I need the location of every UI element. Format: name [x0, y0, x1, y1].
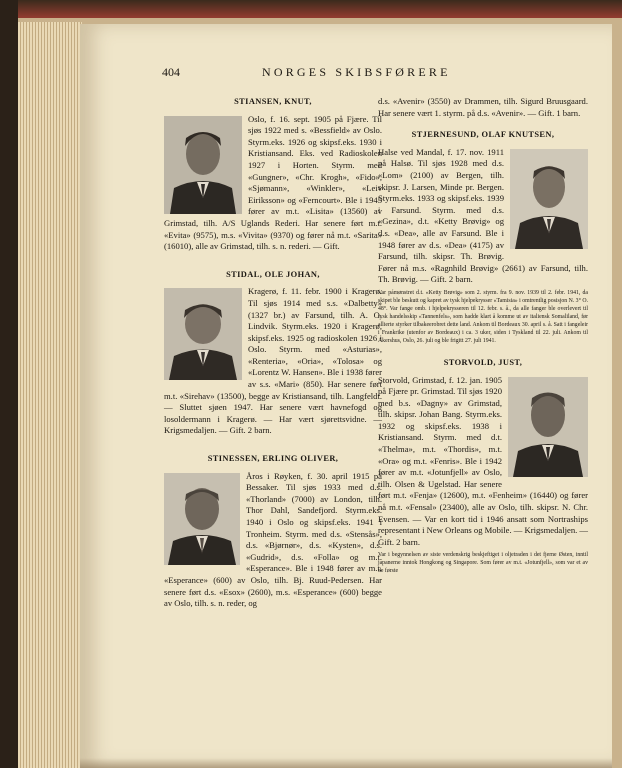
biography-entry — [164, 453, 382, 610]
running-title: NORGES SKIBSFØRERE — [262, 65, 451, 79]
portrait-photo — [508, 377, 588, 477]
entry-name: STJERNESUND, OLAF KNUTSEN, — [411, 130, 555, 140]
portrait-photo — [510, 149, 588, 249]
entry-text: Åros i Røyken, f. 30. april 1915 på Bessaker. Til sjøs 1933 med d.s. «Thorland» (7000) av London, tilh. Thor Dahl, Sandefjord. Styrm.eks. 1940 i Oslo og skipsf.eks. 1941 i Tronheim. Styrm. med d.s. «Stensås», d.s. «Bjørnør», d.s. «Kysten», d.s. «Gudrid», d.s. «Folla» og m.t. «Esperance». Ble i 1948 fører av m.t. «Esperance» (600) av Oslo, tilh. Bj. Ruud-Pedersen. Har senere ført d.s. «Esox» (2600), m.s. «Esperance» (600) begge av Oslo, tilh. s. n. reder, og — [164, 470, 382, 609]
portrait-photo — [164, 288, 242, 380]
portrait-photo — [164, 473, 240, 565]
biography-entry — [164, 269, 382, 437]
book-page — [80, 24, 612, 768]
page-edges — [18, 22, 82, 768]
biography-entry — [378, 357, 588, 576]
portrait-photo — [164, 116, 242, 214]
entry-name: STORVOLD, JUST, — [443, 357, 523, 367]
entry-text: Kragerø, f. 11. febr. 1900 i Kragerø. Til sjøs 1914 med s.s. «Dalbetty» (1327 br.) av Farsund, tilh. A. O. Lindvik. Styrm.eks. 1920 i Kragerø, skipsf.eks. 1925 og radioskolen 1926 i Oslo. Styrm. med «Asturias», «Renteria», «Oria», «Tolosa» og «Lorentz W. Hansen». Ble i 1938 fører av s.s. «Mari» (850). Har senere ført m.t. «Sirehav» (13500), begge av Kristiansand, tilh. Langfeldt. — Sluttet sjøen 1947. Har senere vært havnefogd og losoldermann i Kragerø. — Har vært sjørettsvidne. — Krigsmedaljen. — Gift. 2 barn. — [164, 286, 382, 436]
entry-name: STINESSEN, ERLING OLIVER, — [207, 454, 339, 464]
entry-note: Var pámønstret d.t. «Ketty Brøvig» som 2. styrm. fra 9. nov. 1939 til 2. febr. 1941, da skipet ble beskutt og kapret av tysk hjelpekrysser «Tamisia» i omtrentlig posisjon N. 3° O. 48°. Var fange omb. i hjelpekrysseren til 12. febr. s. å., da alle fanger ble overlevert til tysk handelsskip «Tannenfels», som hadde klart å komme ut av italiensk Somaliland, før allierte styrker tilbakeerobret dette land. Ankom til Bordeaux 30. april s. å. Satt i fangeleir i Frankrike (utenfor av Bordeaux) i ca. 3 uker, siden i Tyskland til 22. juli. Ankom til Akershus, Oslo, 26. juli og ble frigitt 27. juli 1941. — [378, 289, 588, 344]
continuation-text: d.s. «Avenir» (3550) av Drammen, tilh. Sigurd Bruusgaard. Har senere vært 1. styrm. på d.s. «Avenir». — Gift. 1 barn. — [378, 96, 588, 118]
biography-entry — [378, 129, 588, 345]
entry-name: STIANSEN, KNUT, — [234, 97, 312, 106]
biography-entry — [164, 96, 382, 253]
entry-text: Storvold, Grimstad, f. 12. jan. 1905 på Fjære pr. Grimstad. Til sjøs 1920 med b.s. «Dagny» av Grimstad, tilh. skipsr. Johan Bang. Styrm.eks. 1932 og skipsf.eks. 1938 i Kristiansand. Styrm. med d.t. «Thelma», m.t. «Thordis», m.t. «Ora» og m.t. «Fenris». Ble i 1942 fører av m.t. «Jotunfjell» av Oslo, tilh. Olsen & Ugelstad. Har senere ført m.t. «Fenja» (12600), m.t. «Fenheim» (16440) og fører nå m.t. «Fensal» (23400), alle av Oslo, tilh. skipsr. N. Chr. Evensen. — Var en kort tid i 1946 ansatt som Nortraships representant i New Orleans og Mobile. — Krigsmedaljen. — Gift. 2 barn. — [378, 374, 589, 547]
entry-text: Halse ved Mandal, f. 17. nov. 1911 på Halsø. Til sjøs 1928 med d.s. «Lom» (2100) av Bergen, tilh. skipsr. J. Larsen, Minde pr. Bergen. Styrm.eks. 1933 og skipsf.eks. 1939 i Farsund. Styrm. med d.s. «Gezina», d.t. «Ketty Brøvig» og d.s. «Dea», alle av Farsund. Ble i 1948 fører av d.s. «Dea» (4175) av Farsund, tilh. skipsr. Th. Brøvig. Fører nå m.s. «Ragnhild Brøvig» (2661) av Farsund, tilh. Th. Brøvig. — Gift. 2 barn. — [378, 146, 588, 285]
right-column — [378, 96, 588, 575]
left-column — [164, 96, 382, 610]
entry-note: Var i begynnelsen av siste verdenskrig beskjeftiget i oljetraden i det fjerne Østen, inntil japanerne inntok Hongkong og Singapore. Som fører av m.t. «Jotunfjell», som var et av de første — [378, 552, 588, 575]
entry-name: STIDAL, OLE JOHAN, — [226, 269, 320, 279]
entry-text: Oslo, f. 16. sept. 1905 på Fjære. Til sjøs 1922 med s. «Bessfield» av Oslo. Styrm.eks. 1926 og skipsf.eks. 1930 i Kristiansand. Eks. ved Radioskolen 1927 i Horten. Styrm. med «Gungner», «Chr. Krogh», «Fido», «Sjømann», «Winkler», «Leiv Eiriksson» og «Ferncourt». Ble i 1945 fører av m.t. «Lisita» (13560) av Grimstad, tilh. A/S Uglands Rederi. Har senere ført m.t. «Evita» (9575), m.s. «Vivita» (9370) og fører nå m.t. «Sarita» (16010), alle av Grimstad, tilh. s. n. rederi. — Gift. — [164, 113, 382, 252]
page-bottom-shadow — [80, 758, 612, 768]
page-number: 404 — [162, 65, 180, 79]
